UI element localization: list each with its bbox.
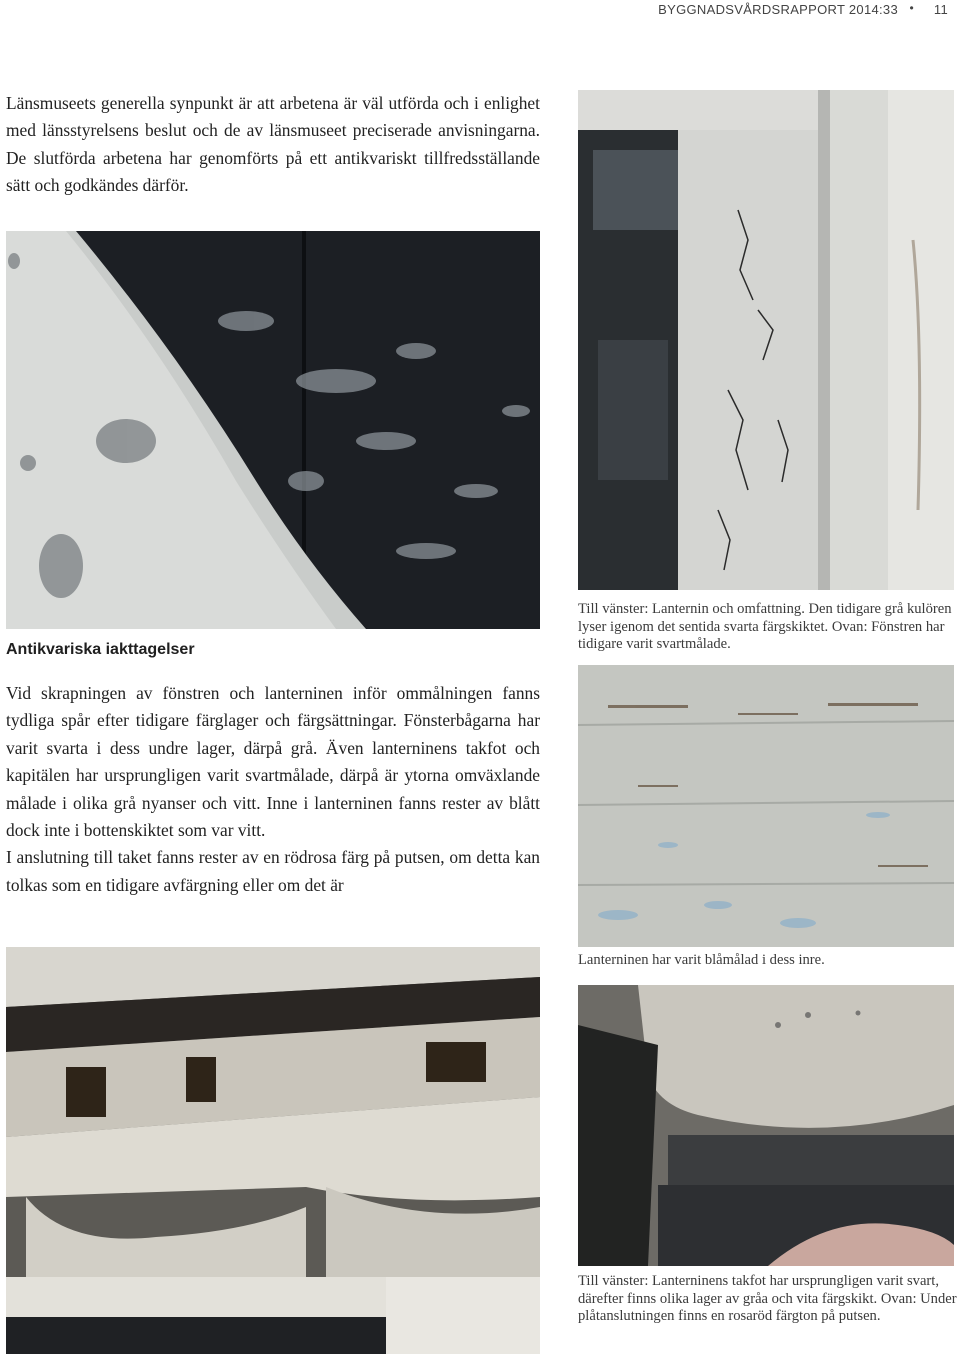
caption-blue-interior: Lanterninen har varit blåmålad i dess inre. bbox=[578, 952, 825, 968]
caption-eave-plaster: Till vänster: Lanterninens takfot har ursprungligen varit svart, därefter finns olika lager av gråa och vita färgskikt. Ovan: Under plåtanslutningen finns en rosaröd färgton på putsen. bbox=[578, 1273, 957, 1324]
section-heading: Antikvariska iakttagelser bbox=[6, 641, 195, 658]
bullet-separator: • bbox=[909, 1, 914, 15]
photo-blue-interior bbox=[578, 665, 954, 947]
main-text bbox=[6, 680, 540, 899]
photo-window-frame bbox=[578, 90, 954, 590]
report-title: BYGGNADSVÅRDSRAPPORT 2014:33 bbox=[658, 2, 898, 17]
running-header bbox=[0, 0, 960, 20]
page-number: 11 bbox=[933, 2, 948, 17]
photo-pink-plaster bbox=[578, 985, 954, 1266]
photo-eave-layers bbox=[6, 947, 540, 1354]
paragraph-scraping: Vid skrapningen av fönstren och lanterninen inför ommålningen fanns tydliga spår efter tidigare färglager och färgsättningar. Fönsterbågarna har varit svarta i dess undre lager, därpå grå. Även lanterninens takfot och kapitälen har ursprungligen varit svartmålade, därpå är ytorna omväxlande målade i olika grå nyanser och vitt. Inne i lanterninen fanns rester av blått dock inte i bottenskiktet som var vitt. bbox=[6, 683, 540, 841]
caption-lantern-window: Till vänster: Lanternin och omfattning. Den tidigare grå kulören lyser igenom det sentida svarta färgskiktet. Ovan: Fönstren har tidigare varit svartmålade. bbox=[578, 601, 952, 652]
paragraph-plaster: I anslutning till taket fanns rester av en rödrosa färg på putsen, om detta kan tolkas som en tidigare avfärgning eller om det är bbox=[6, 847, 540, 895]
photo-lantern-frame bbox=[6, 231, 540, 629]
intro-paragraph: Länsmuseets generella synpunkt är att arbetena är väl utförda och i enlighet med länsstyrelsens beslut och de av länsmuseet preciserade anvisningarna. De slutförda arbetena har genomförts på ett antikvariskt tillfredsställande sätt och godkändes därför. bbox=[6, 93, 540, 196]
